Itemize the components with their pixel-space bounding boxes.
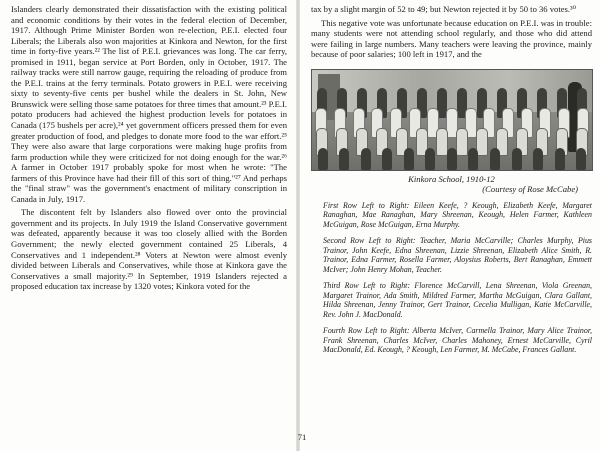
kinkora-school-photo [311,69,593,171]
photo-row-front [312,148,592,170]
body-paragraph: Islanders clearly demonstrated their dissatisfaction with the existing political and economic conditions by their votes in the federal election of December, 1917. Although Prime Minister Borden won re-election, P.E.I. elected four Liberals; the Liberals also won majorities at Kinkora and Newton, for the first time in forty-five years.²² The list of P.E.I. grievances was long. The car ferry, promised in 1911, began service at Port Borden, only in October, 1917. The railway tracks were still narrow gauge, requiring the reloading of produce from the P.E.I. trains at the ferry terminals. Potato growers in P.E.I. were receiving sixty to seventy-five cents per bushel while the dealers in St. John, New Brunswick were selling those same potatoes for three times that amount.²³ P.E.I. potato producers had achieved the highest production levels for potatoes in Canada (175 bushels per acre),²⁴ yet government officers pressed them for even greater production of food, and pledges to donate more food to the war effort.²⁵ They were also aware that large corporations were making huge profits from farm production while they were criticized for not doing enough for the war.²⁶ A farmer in October 1917 probably spoke for most when he wrote: "The farmers of this Province have had their fill of this sort of thing."²⁷ And perhaps the "final straw" was the government's enactment of military conscription in Canada in July, 1917. [11,4,287,204]
book-spine [296,0,300,451]
name-row: Second Row Left to Right: Teacher, Maria McCarville; Charles Murphy, Pius Trainor, John Keefe, Edna Shreenan, Lizzie Shreenan, Elizabeth Alice Smith, R. Trainor, Edna Farmer, Rosella Farmer, Aloysius Roberts, Bert Ranaghan, Emmett McIver; John Henry Mohan, Teacher. [323,235,592,275]
body-paragraph: The discontent felt by Islanders also flowed over onto the provincial government and its projects. In July 1919 the Island Conservative government was defeated, apparently because it was too closely allied with the Borden Government; the newly elected government contained 25 Liberals, 4 Conservatives and 1 independent.²⁸ Voters at Newton were almost evenly divided between Liberals and Conservatives, while those at Kinkora gave the Conservatives a small majority.²⁹ In September, 1919 Islanders rejected a proposed education tax increase by 1320 votes; Kinkora voted for the [11,207,287,292]
name-row: Fourth Row Left to Right: Alberta McIver, Carmella Trainor, Mary Alice Trainor, Frank Shreenan, Charles McIver, Charles Mahoney, Ernest McCarville, Cyril MacDonald, Ed. Keough, ? Keough, Len Farmer, M. McCabe, Frances Gallant. [323,325,592,355]
page-number: 71 [297,432,307,442]
body-paragraph: This negative vote was unfortunate because education on P.E.I. was in trouble: many students were not attending school regularly, and those who did attend were failing in large numbers. Many teachers were leaving the province, mainly because of poor salaries; 100 left in 1917, and the [311,17,592,60]
photo-caption: Kinkora School, 1910-12 [408,173,495,184]
right-page-column [311,4,592,355]
name-row: First Row Left to Right: Eileen Keefe, ? Keough, Elizabeth Keefe, Margaret Ranaghan, Mae Ranaghan, Mary Shreenan, Keough, Helen Farmer, Kathleen McGuigan, Rose McGuigan, Erna Murphy. [323,200,592,230]
left-page-column [11,4,287,292]
name-row: Third Row Left to Right: Florence McCarvill, Lena Shreenan, Viola Greenan, Margaret Trainor, Ada Smith, Mildred Farmer, Martha McGuigan, Clara Gallant, Hilda Shreenan, Jenny Trainor, Gert Trainor, Cecelia Mulligan, Katie McCarville, Rev. John J. MacDonald. [323,280,592,320]
body-paragraph: tax by a slight margin of 52 to 49; but Newton rejected it by 50 to 36 votes.³⁰ [311,4,577,14]
photo-credit: (Courtesy of Rose McCabe) [482,184,578,195]
photo-name-list [311,201,592,356]
